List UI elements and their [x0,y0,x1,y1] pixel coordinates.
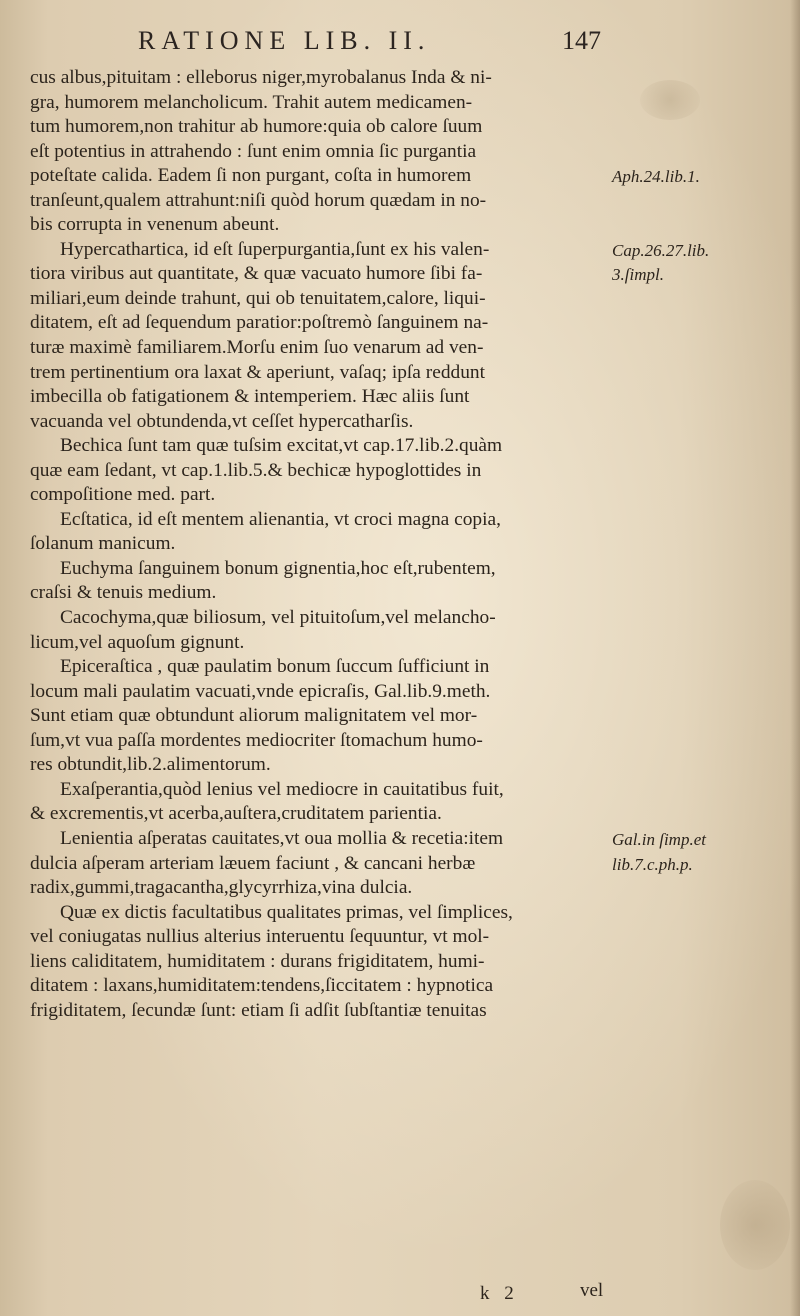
text-line: Euchyma ſanguinem bonum gignentia,hoc eſt,rubentem, [60,557,496,579]
text-line: Bechica ſunt tam quæ tuſsim excitat,vt cap.17.lib.2.quàm [60,435,503,457]
text-line: licum,vel aquoſum gignunt. [30,631,245,653]
text-line: ſum,vt vua paſſa mordentes mediocriter ſtomachum humo- [30,729,483,751]
text-line: Sunt etiam quæ obtundunt aliorum malignitatem vel mor- [30,705,478,727]
page-number: 147 [562,26,601,55]
text-line: Cacochyma,quæ biliosum, vel pituitoſum,vel melancho- [60,607,496,629]
paper-stain [720,1180,790,1270]
text-line: miliari,eum deinde trahunt, qui ob tenuitatem,calore, liqui- [30,287,486,309]
text-line: ſolanum manicum. [30,533,176,555]
text-line: frigiditatem, ſecundæ ſunt: etiam ſi adſit ſubſtantiæ tenuitas [30,999,487,1021]
text-line: cus albus,pituitam : elleborus niger,myrobalanus Inda & ni- [30,67,492,88]
margin-note: 3.ſimpl. [612,265,664,285]
text-line: ditatem, eſt ad ſequendum paratior:poſtremò ſanguinem na- [30,312,489,334]
page-header [0,26,800,60]
main-text-block [30,66,595,1023]
text-line: & excrementis,vt acerba,auſtera,cruditatem parientia. [30,803,442,825]
text-line: compoſitione med. part. [30,484,216,506]
text-line: Exaſperantia,quòd lenius vel mediocre in cauitatibus fuit, [60,778,504,800]
catchword: vel [580,1280,604,1301]
text-line: quæ eam ſedant, vt cap.1.lib.5.& bechicæ hypoglottides in [30,459,482,481]
margin-note: Gal.in ſimp.et [612,830,706,850]
signature-mark: k 2 [480,1283,514,1304]
text-line: bis corrupta in venenum abeunt. [30,214,280,236]
running-title: RATIONE LIB. II. [138,26,431,55]
text-line: tiora viribus aut quantitate, & quæ vacuato humore ſibi fa- [30,263,483,285]
text-line: eſt potentius in attrahendo : ſunt enim omnia ſic purgantia [30,140,477,162]
text-line: Hypercathartica, id eſt ſuperpurgantia,ſunt ex his valen- [60,238,490,260]
page-edge-shadow [790,0,800,1316]
text-line: Quæ ex dictis facultatibus qualitates primas, vel ſimplices, [60,901,513,923]
text-line: Lenientia aſperatas cauitates,vt oua mollia & recetia:item [60,827,504,849]
margin-note: Aph.24.lib.1. [612,167,700,187]
text-line: locum mali paulatim vacuati,vnde epicraſis, Gal.lib.9.meth. [30,680,491,702]
text-line: radix,gummi,tragacantha,glycyrrhiza,vina dulcia. [30,877,413,899]
margin-note: lib.7.c.ph.p. [612,854,693,874]
text-line: res obtundit,lib.2.alimentorum. [30,754,271,776]
text-line: tranſeunt,qualem attrahunt:niſi quòd horum quædam in no- [30,189,487,211]
text-line: vel coniugatas nullius alterius interuentu ſequuntur, vt mol- [30,926,490,948]
text-line: tum humorem,non trahitur ab humore:quia ob calore ſuum [30,116,483,138]
margin-note: Cap.26.27.lib. [612,240,710,260]
text-line: liens caliditatem, humiditatem : durans frigiditatem, humi- [30,950,485,972]
text-line: Ecſtatica, id eſt mentem alienantia, vt croci magna copia, [60,508,501,530]
text-line: gra, humorem melancholicum. Trahit autem medicamen- [30,91,473,113]
text-line: Epiceraſtica , quæ paulatim bonum ſuccum ſufficiunt in [60,656,490,678]
text-line: trem pertinentium ora laxat & aperiunt, vaſaq; ipſa reddunt [30,361,485,383]
text-line: craſsi & tenuis medium. [30,582,217,604]
paper-stain [640,80,700,120]
text-line: imbecilla ob fatigationem & intemperiem. Hæc aliis ſunt [30,386,470,408]
text-line: vacuanda vel obtundenda,vt ceſſet hypercatharſis. [30,410,414,432]
text-line: poteſtate calida. Eadem ſi non purgant, coſta in humorem [30,165,472,187]
text-line: turæ maximè familiarem.Morſu enim ſuo venarum ad ven- [30,337,484,359]
text-line: dulcia aſperam arteriam læuem faciunt , & cancani herbæ [30,852,476,874]
text-line: ditatem : laxans,humiditatem:tendens,ſiccitatem : hypnotica [30,975,494,997]
